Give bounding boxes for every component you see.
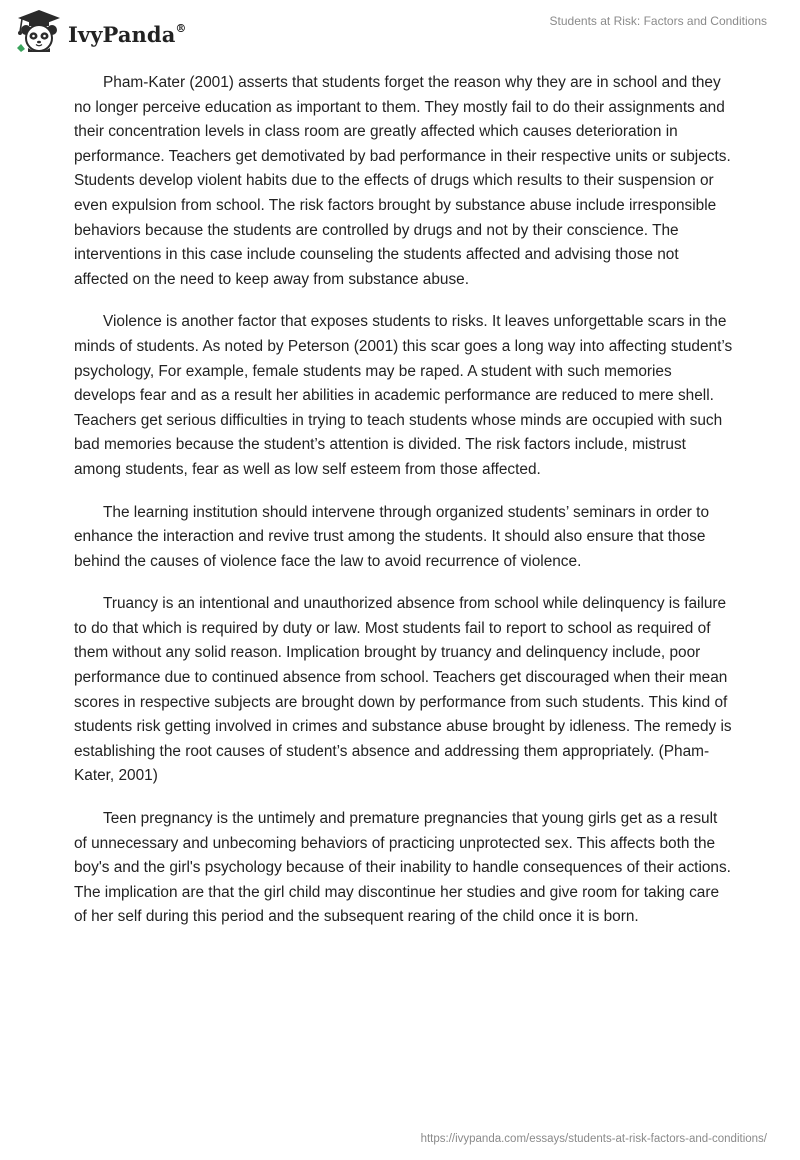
panda-graduation-icon xyxy=(14,8,64,54)
logo-wordmark: IvyPanda® xyxy=(68,21,187,47)
ivypanda-logo[interactable] xyxy=(14,8,187,54)
essay-body xyxy=(74,71,734,948)
paragraph-truancy: Truancy is an intentional and unauthorized absence from school while delinquency is failure to do that which is required by duty or law. Most students fail to report to school as required of them without any solid reason. Implication brought by truancy and delinquency include, poor performance due to continued absence from school. Teachers get discouraged when their mean scores in respective subjects are brought down by performance from such students. This kind of students risk getting involved in crimes and substance abuse brought by idleness. The remedy is establishing the root causes of student’s absence and addressing them appropriately. (Pham-Kater, 2001) xyxy=(74,595,732,785)
paragraph-substance-abuse: Pham-Kater (2001) asserts that students forget the reason why they are in school and they no longer perceive education as important to them. They mostly fail to do their assignments and their concentration levels in class room are greatly affected which causes deterioration in performance. Teachers get demotivated by bad performance in their respective units or subjects. Students develop violent habits due to the effects of drugs which results to their suspension or even expulsion from school. The risk factors brought by substance abuse include irresponsible behaviors because the students are controlled by drugs and not by their conscience. The interventions in this case include counseling the students affected and advising those not affected on the need to keep away from substance abuse. xyxy=(74,74,731,288)
source-url[interactable]: https://ivypanda.com/essays/students-at-risk-factors-and-conditions/ xyxy=(420,1133,767,1145)
paragraph-violence-intervention: The learning institution should intervene through organized students’ seminars in order to enhance the interaction and revive trust among the students. It should also ensure that those behind the causes of violence face the law to avoid recurrence of violence. xyxy=(74,503,710,570)
paragraph-teen-pregnancy: Teen pregnancy is the untimely and premature pregnancies that young girls get as a result of unnecessary and unbecoming behaviors of practicing unprotected sex. This affects both the boy's and the girl's psychology because of their inability to handle consequences of their actions. The implication are that the girl child may discontinue her studies and give room for taking care of her self during this period and the subsequent rearing of the child once it is born. xyxy=(74,810,731,926)
page-header xyxy=(0,0,800,60)
paragraph-violence: Violence is another factor that exposes students to risks. It leaves unforgettable scars in the minds of students. As noted by Peterson (2001) this scar goes a long way into affecting student’s psychology, For example, female students may be raped. A student with such memories develops fear and as a result her abilities in academic performance are reduced to mere shell. Teachers get serious difficulties in trying to teach students whose minds are occupied with such bad memories because the student’s attention is divided. The risk factors include, mistrust among students, fear as well as low self esteem from those affected. xyxy=(74,313,733,478)
document-title: Students at Risk: Factors and Conditions xyxy=(549,14,767,28)
